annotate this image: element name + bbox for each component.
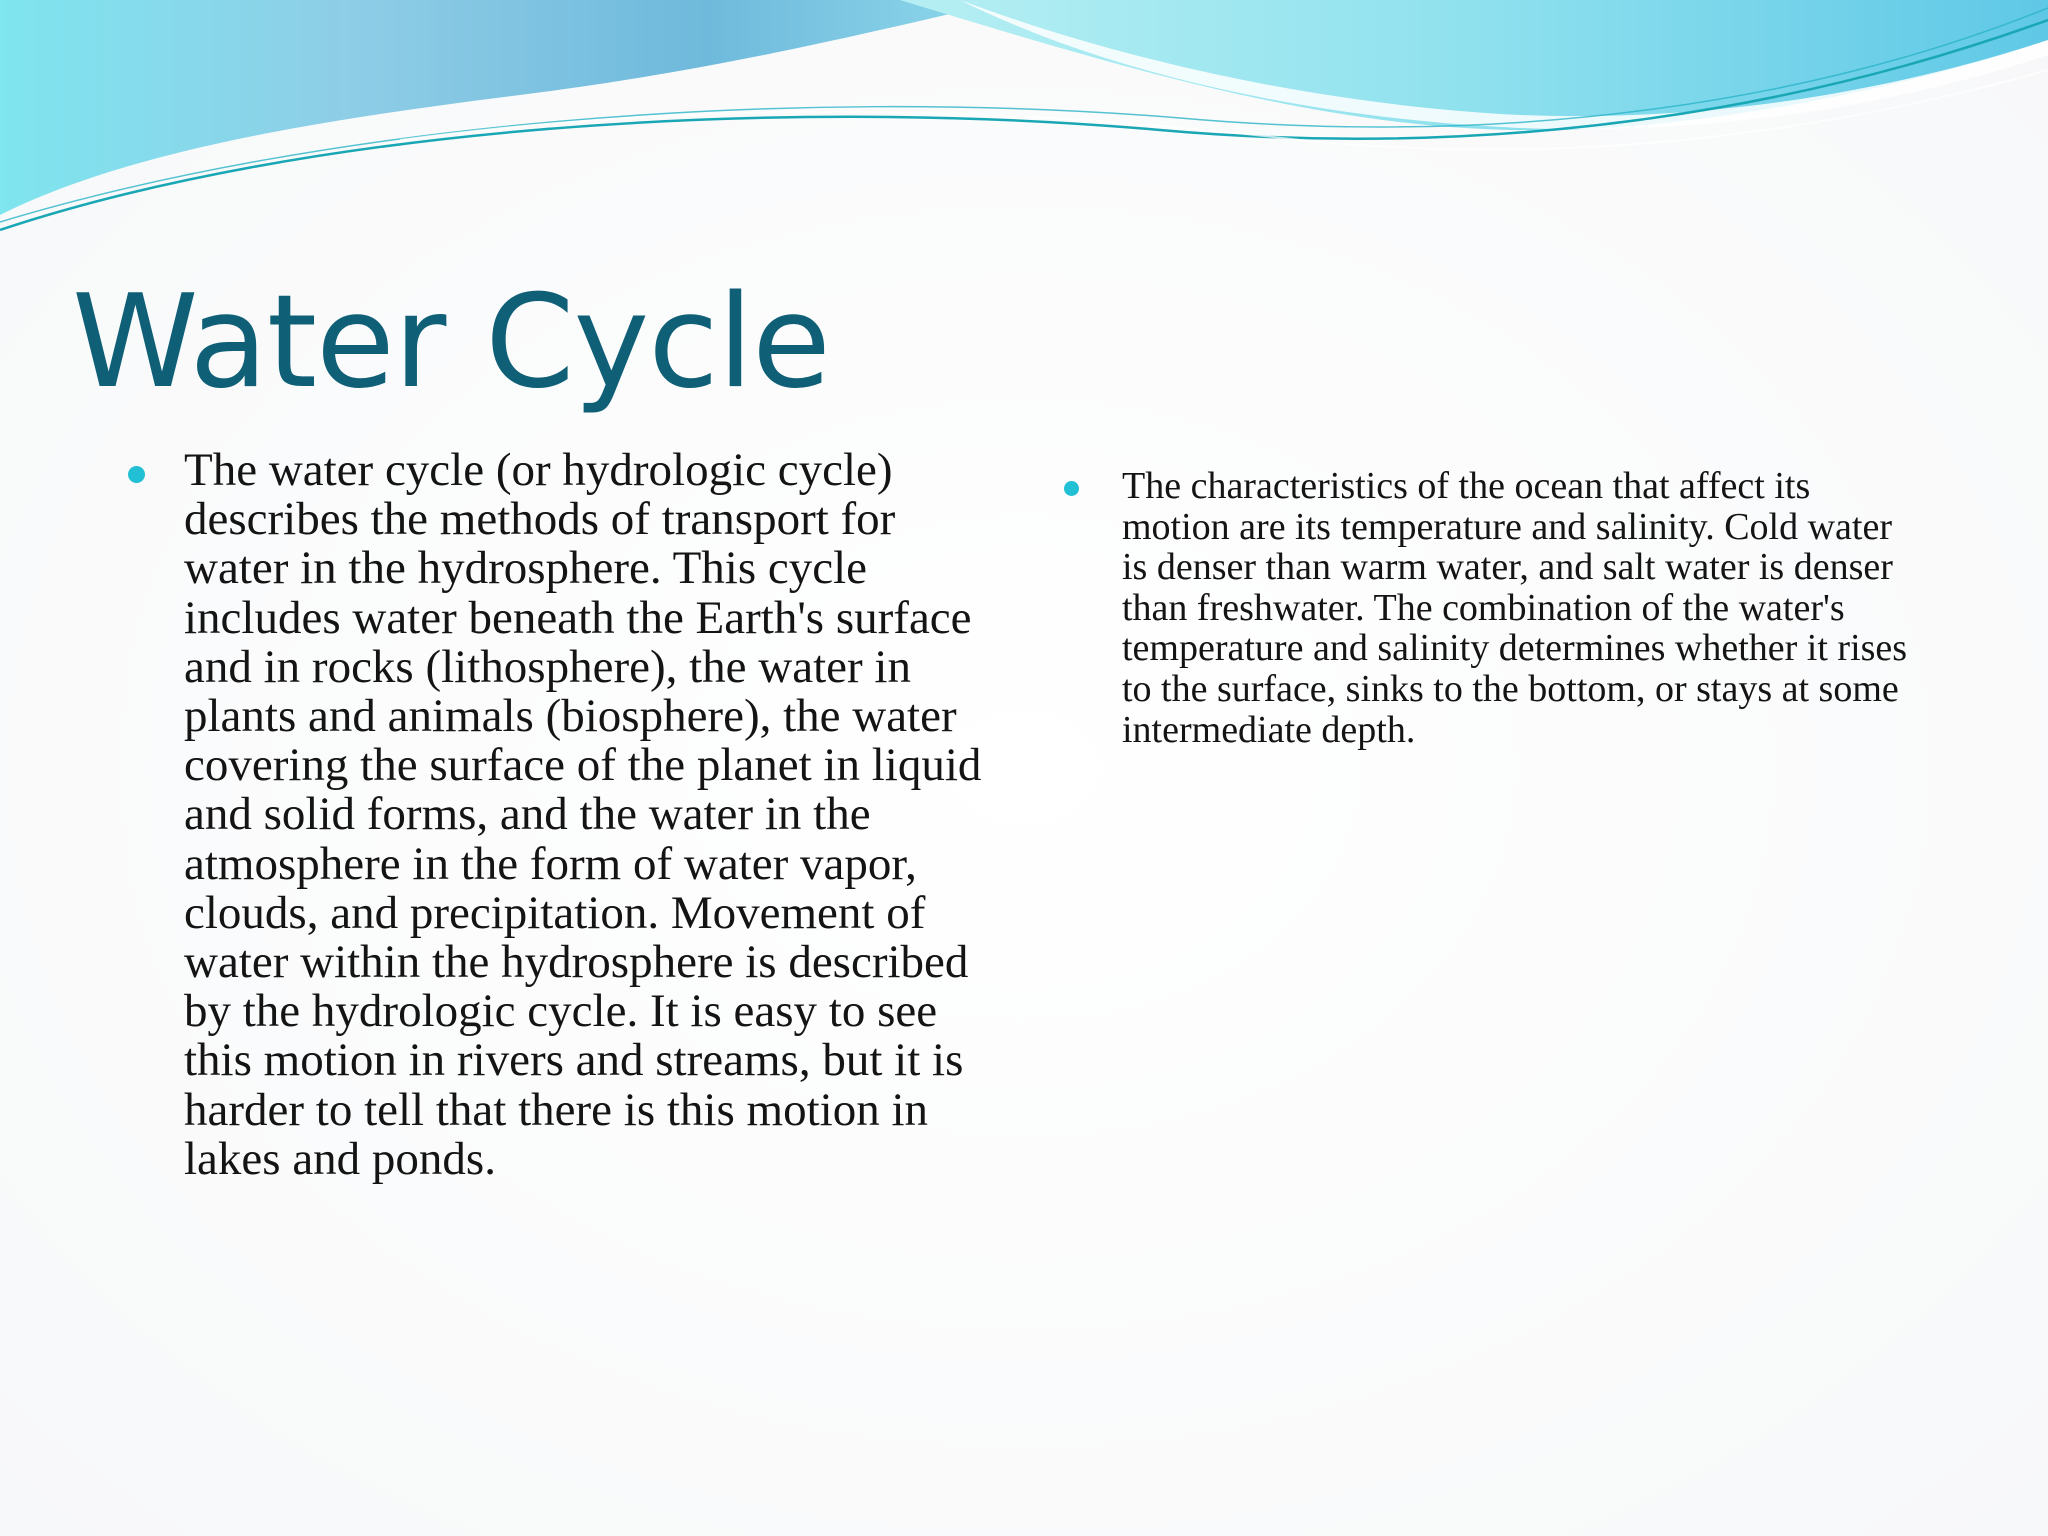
bullet-item: [1064, 466, 1924, 750]
right-column: [1064, 466, 1924, 750]
bullet-text: The water cycle (or hydrologic cycle) describes the methods of transport for water in the hydrosphere. This cycle includes water beneath the Earth's surface and in rocks (lithosphere), the water in plants and animals (biosphere), the water covering the surface of the planet in liquid and solid forms, and the water in the atmosphere in the form of water vapor, clouds, and precipitation. Movement of water within the hydrosphere is described by the hydrologic cycle. It is easy to see this motion in rivers and streams, but it is harder to tell that there is this motion in lakes and ponds.: [184, 444, 982, 1185]
bullet-text: The characteristics of the ocean that affect its motion are its temperature and salinity. Cold water is denser than warm water, and salt water is denser than freshwater. The combination of the water's temperature and salinity determines whether it rises to the surface, sinks to the bottom, or stays at some intermediate depth.: [1122, 465, 1908, 751]
wave-decoration-icon: [0, 0, 2048, 240]
bullet-dot-icon: [128, 466, 145, 483]
bullet-dot-icon: [1064, 481, 1079, 496]
bullet-item: [128, 446, 998, 1184]
left-column: [128, 446, 998, 1184]
slide-title: Water Cycle: [72, 268, 830, 417]
